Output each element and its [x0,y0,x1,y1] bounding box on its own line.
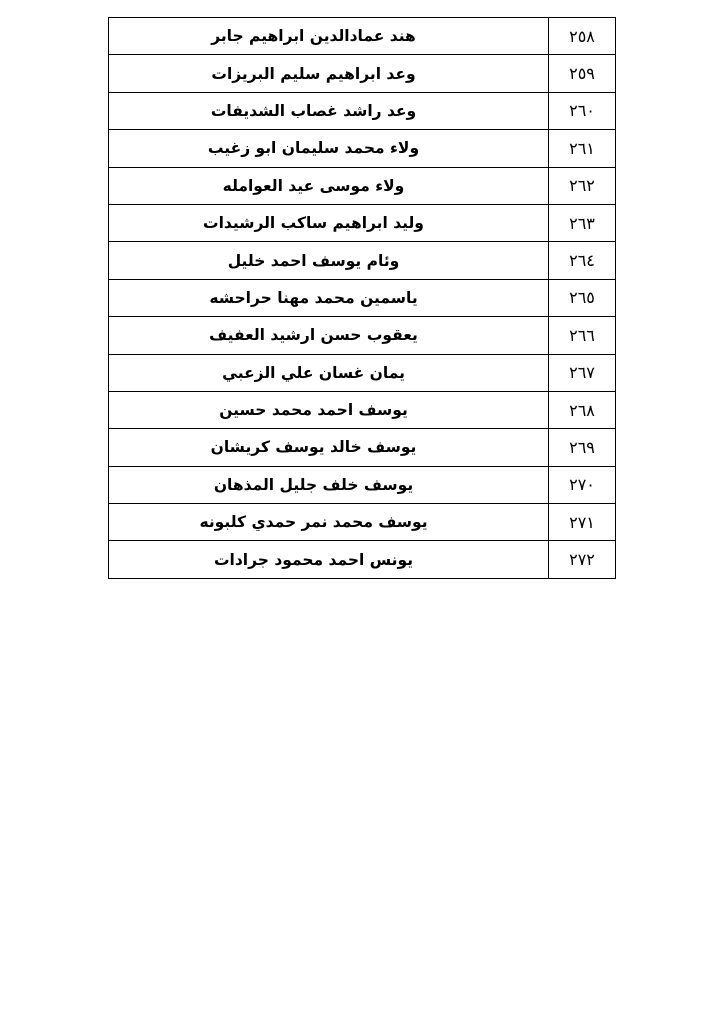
table-row [109,242,616,279]
table-row [109,354,616,391]
row-name: وعد ابراهيم سليم البريزات [109,55,549,92]
row-name: ياسمين محمد مهنا حراحشه [109,279,549,316]
row-name: يونس احمد محمود جرادات [109,541,549,578]
row-name: يوسف احمد محمد حسين [109,391,549,428]
table-row [109,279,616,316]
table-row [109,204,616,241]
row-name: يعقوب حسن ارشيد العفيف [109,317,549,354]
row-number: ٢٧٢ [549,541,616,578]
row-name: وئام يوسف احمد خليل [109,242,549,279]
row-number: ٢٦٦ [549,317,616,354]
row-name: ولاء موسى عيد العوامله [109,167,549,204]
row-number: ٢٧٠ [549,466,616,503]
row-number: ٢٦٤ [549,242,616,279]
row-number: ٢٥٨ [549,18,616,55]
row-number: ٢٦٩ [549,429,616,466]
row-name: يمان غسان علي الزعبي [109,354,549,391]
table-row [109,317,616,354]
table-row [109,541,616,578]
row-name: يوسف خالد يوسف كريشان [109,429,549,466]
names-table [108,17,616,579]
table-row [109,55,616,92]
row-number: ٢٦٥ [549,279,616,316]
table-row [109,466,616,503]
row-number: ٢٦١ [549,130,616,167]
row-name: ولاء محمد سليمان ابو زغيب [109,130,549,167]
row-number: ٢٦٨ [549,391,616,428]
table-row [109,391,616,428]
table-row [109,504,616,541]
row-number: ٢٦٠ [549,92,616,129]
table-row [109,130,616,167]
table-row [109,18,616,55]
table-row [109,167,616,204]
row-number: ٢٦٢ [549,167,616,204]
row-name: يوسف خلف جليل المذهان [109,466,549,503]
row-number: ٢٦٧ [549,354,616,391]
row-name: وليد ابراهيم ساكب الرشيدات [109,204,549,241]
table-row [109,92,616,129]
row-name: هند عمادالدين ابراهيم جابر [109,18,549,55]
row-number: ٢٥٩ [549,55,616,92]
table-row [109,429,616,466]
row-name: وعد راشد غصاب الشديفات [109,92,549,129]
row-number: ٢٦٣ [549,204,616,241]
row-name: يوسف محمد نمر حمدي كلبونه [109,504,549,541]
row-number: ٢٧١ [549,504,616,541]
